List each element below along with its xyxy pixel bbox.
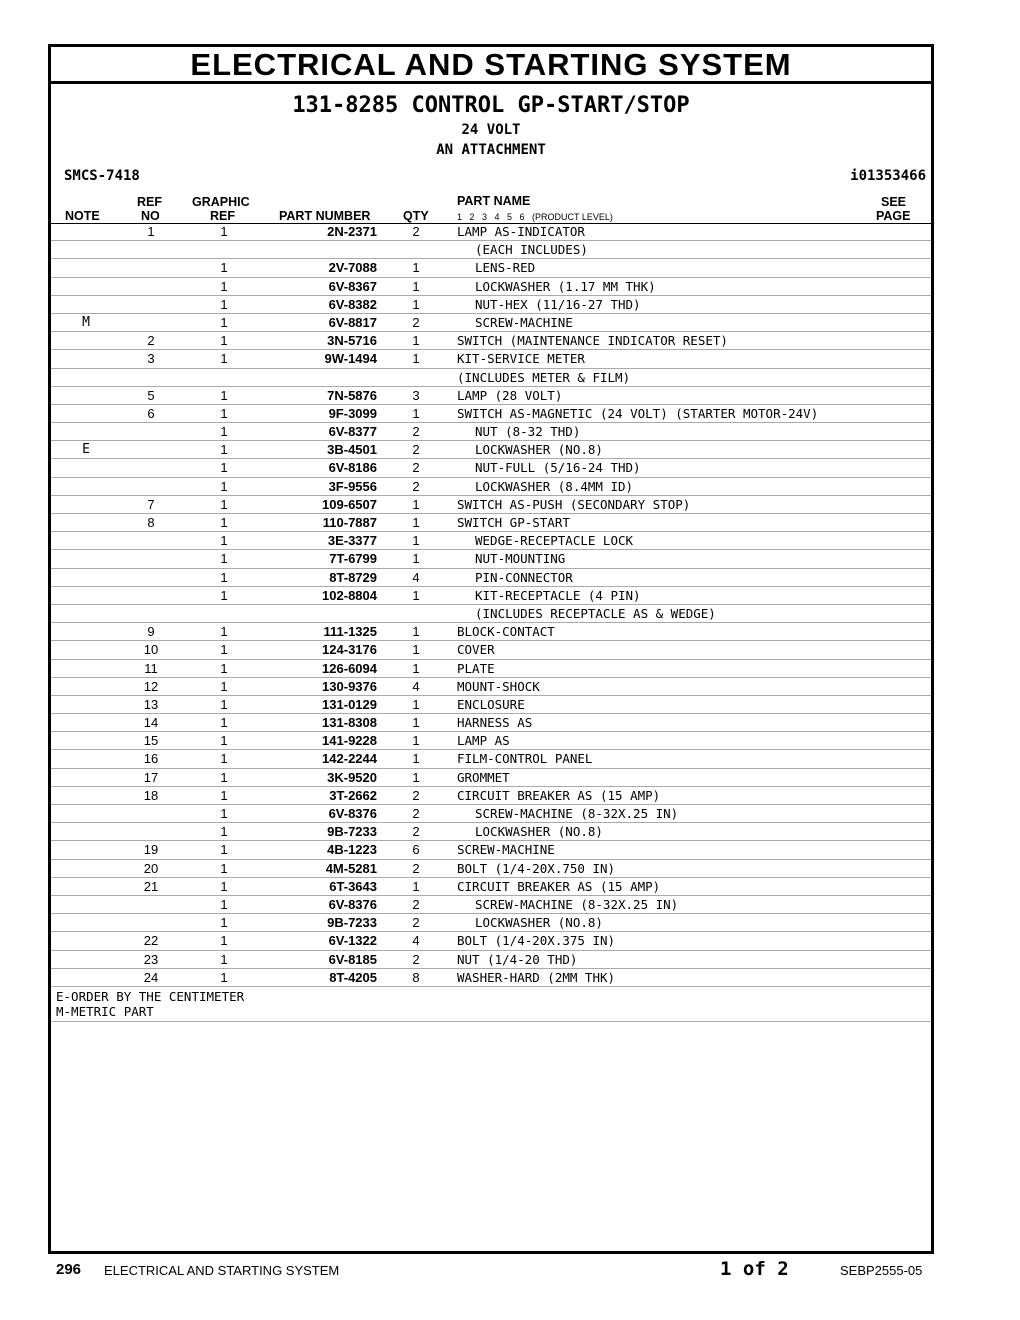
- cell-qty: 1: [412, 642, 420, 658]
- cell-part-number: 6V-8186: [328, 460, 377, 476]
- cell-part-name: SCREW-MACHINE (8-32X.25 IN): [475, 896, 679, 912]
- cell-graphic-ref: 1: [220, 860, 228, 876]
- cell-part-number: 9F-3099: [328, 405, 377, 421]
- cell-qty: 1: [412, 587, 420, 603]
- cell-qty: 2: [412, 951, 420, 967]
- cell-part-number: 6V-8185: [328, 951, 377, 967]
- cell-part-number: 6V-8367: [328, 278, 377, 294]
- cell-graphic-ref: 1: [220, 551, 228, 567]
- cell-graphic-ref: 1: [220, 515, 228, 530]
- cell-part-number: 6V-8376: [328, 806, 377, 821]
- cell-part-number: 3E-3377: [327, 533, 377, 549]
- cell-graphic-ref: 1: [220, 678, 228, 694]
- cell-part-number: 6T-3643: [329, 878, 377, 894]
- cell-qty: 1: [412, 878, 420, 894]
- table-row: [51, 750, 931, 768]
- table-row: [51, 969, 931, 987]
- cell-qty: 2: [412, 787, 420, 803]
- cell-part-name: LENS-RED: [475, 260, 536, 276]
- cell-part-name: SCREW-MACHINE (8-32X.25 IN): [475, 806, 679, 821]
- cell-part-number: 6V-8377: [328, 424, 377, 440]
- cell-qty: 3: [412, 387, 420, 403]
- cell-part-number: 131-8308: [322, 715, 377, 731]
- notes-block: [51, 987, 931, 1022]
- cell-part-name: HARNESS AS: [457, 715, 533, 731]
- cell-part-name: LAMP AS: [457, 733, 510, 749]
- cell-qty: 1: [412, 715, 420, 731]
- cell-part-name: LOCKWASHER (NO.8): [475, 915, 603, 931]
- cell-ref-no: 13: [143, 696, 159, 712]
- cell-ref-no: 1: [147, 224, 155, 239]
- cell-part-number: 6V-8382: [328, 296, 377, 312]
- cell-part-number: 9B-7233: [327, 915, 377, 931]
- cell-graphic-ref: 1: [220, 314, 228, 330]
- cell-graphic-ref: 1: [220, 296, 228, 312]
- table-row: [51, 223, 931, 241]
- cell-part-name: LAMP AS-INDICATOR: [457, 224, 585, 239]
- cell-part-number: 2N-2371: [327, 224, 377, 239]
- table-row: [51, 878, 931, 896]
- cell-qty: 1: [412, 551, 420, 567]
- cell-qty: 2: [412, 915, 420, 931]
- cell-note: M: [82, 314, 90, 330]
- cell-ref-no: 11: [144, 660, 158, 676]
- cell-qty: 2: [412, 478, 420, 494]
- cell-graphic-ref: 1: [220, 878, 228, 894]
- subtitle-voltage: 24 VOLT: [461, 122, 521, 138]
- table-row: [51, 405, 931, 423]
- cell-qty: 8: [412, 969, 420, 985]
- table-row: [51, 732, 931, 750]
- cell-qty: 1: [412, 496, 420, 512]
- page-frame: [48, 44, 934, 1254]
- cell-part-number: 6V-8376: [328, 896, 377, 912]
- table-row: [51, 696, 931, 714]
- table-row: [51, 714, 931, 732]
- cell-qty: 2: [412, 224, 420, 239]
- table-row: [51, 860, 931, 878]
- section-title: ELECTRICAL AND STARTING SYSTEM: [51, 47, 931, 84]
- cell-qty: 2: [412, 806, 420, 821]
- table-row: [51, 623, 931, 641]
- cell-graphic-ref: 1: [220, 351, 228, 367]
- cell-graphic-ref: 1: [220, 496, 228, 512]
- cell-graphic-ref: 1: [220, 824, 228, 840]
- cell-part-number: 3K-9520: [327, 769, 377, 785]
- table-row: [51, 769, 931, 787]
- cell-graphic-ref: 1: [220, 660, 228, 676]
- table-row: [51, 932, 931, 950]
- cell-graphic-ref: 1: [220, 896, 228, 912]
- table-row: [51, 787, 931, 805]
- cell-ref-no: 3: [147, 351, 155, 367]
- cell-part-name: (INCLUDES METER & FILM): [457, 369, 631, 385]
- subtitle-attachment: AN ATTACHMENT: [436, 142, 546, 158]
- cell-qty: 2: [412, 860, 420, 876]
- cell-qty: 4: [412, 569, 420, 585]
- cell-graphic-ref: 1: [220, 587, 228, 603]
- cell-graphic-ref: 1: [220, 842, 228, 858]
- table-row: [51, 459, 931, 477]
- group-title: 131-8285 CONTROL GP-START/STOP: [292, 93, 690, 118]
- cell-part-number: 7N-5876: [327, 387, 377, 403]
- table-row: [51, 641, 931, 659]
- cell-graphic-ref: 1: [220, 442, 228, 458]
- cell-qty: 1: [412, 405, 420, 421]
- cell-qty: 2: [412, 442, 420, 458]
- footer-section: ELECTRICAL AND STARTING SYSTEM: [104, 1263, 340, 1278]
- cell-graphic-ref: 1: [220, 424, 228, 440]
- cell-ref-no: 20: [143, 860, 159, 876]
- table-row: [51, 914, 931, 932]
- cell-qty: 1: [412, 533, 420, 549]
- cell-part-name: KIT-RECEPTACLE (4 PIN): [475, 587, 641, 603]
- col-graphic-2: REF: [210, 209, 235, 223]
- cell-graphic-ref: 1: [220, 224, 228, 239]
- cell-graphic-ref: 1: [220, 969, 228, 985]
- sheet-indicator: 1 of 2: [720, 1258, 789, 1280]
- smcs-code: SMCS-7418: [64, 168, 140, 184]
- illustration-id: i01353466: [850, 168, 926, 184]
- cell-part-number: 142-2244: [322, 751, 377, 767]
- table-row: [51, 241, 931, 259]
- cell-graphic-ref: 1: [220, 751, 228, 767]
- cell-ref-no: 22: [143, 933, 159, 949]
- table-row: [51, 296, 931, 314]
- cell-part-number: 130-9376: [322, 678, 377, 694]
- cell-part-number: 124-3176: [322, 642, 377, 658]
- cell-part-name: SCREW-MACHINE: [457, 842, 555, 858]
- cell-qty: 2: [412, 896, 420, 912]
- page-footer: [0, 1258, 1020, 1282]
- cell-graphic-ref: 1: [220, 533, 228, 549]
- table-row: [51, 387, 931, 405]
- cell-part-name: PLATE: [457, 660, 495, 676]
- table-row: [51, 314, 931, 332]
- cell-ref-no: 21: [143, 878, 159, 894]
- col-see-1: SEE: [881, 195, 907, 209]
- cell-part-name: (INCLUDES RECEPTACLE AS & WEDGE): [475, 605, 716, 621]
- cell-part-name: SWITCH AS-MAGNETIC (24 VOLT) (STARTER MOTOR-24V): [457, 405, 819, 421]
- table-row: [51, 569, 931, 587]
- cell-part-name: WASHER-HARD (2MM THK): [457, 969, 616, 985]
- cell-note: E: [82, 442, 90, 458]
- table-row: [51, 278, 931, 296]
- cell-qty: 1: [412, 696, 420, 712]
- cell-graphic-ref: 1: [220, 405, 228, 421]
- col-part-number: PART NUMBER: [279, 209, 371, 223]
- cell-graphic-ref: 1: [220, 624, 228, 640]
- cell-ref-no: 10: [143, 642, 159, 658]
- cell-part-name: WEDGE-RECEPTACLE LOCK: [475, 533, 634, 549]
- cell-qty: 1: [412, 624, 420, 640]
- cell-part-name: LOCKWASHER (1.17 MM THK): [475, 278, 656, 294]
- cell-graphic-ref: 1: [220, 460, 228, 476]
- cell-ref-no: 9: [147, 624, 155, 640]
- cell-part-name: BOLT (1/4-20X.375 IN): [457, 933, 616, 949]
- table-row: [51, 660, 931, 678]
- cell-graphic-ref: 1: [220, 733, 228, 749]
- cell-part-number: 9W-1494: [324, 351, 377, 367]
- column-header: [51, 191, 931, 224]
- cell-ref-no: 14: [143, 715, 159, 731]
- cell-qty: 4: [412, 678, 420, 694]
- note-line: M-METRIC PART: [56, 1003, 154, 1019]
- cell-qty: 6: [412, 842, 420, 858]
- cell-qty: 1: [412, 278, 420, 294]
- cell-part-number: 8T-8729: [329, 569, 377, 585]
- cell-part-name: LOCKWASHER (8.4MM ID): [475, 478, 634, 494]
- cell-part-number: 7T-6799: [329, 551, 377, 567]
- table-row: [51, 350, 931, 368]
- cell-part-name: (EACH INCLUDES): [475, 242, 588, 258]
- cell-ref-no: 5: [147, 387, 155, 403]
- cell-ref-no: 19: [143, 842, 159, 858]
- cell-part-number: 4B-1223: [327, 842, 377, 858]
- document-id: SEBP2555-05: [840, 1263, 923, 1278]
- cell-part-name: CIRCUIT BREAKER AS (15 AMP): [457, 787, 661, 803]
- cell-qty: 1: [412, 733, 420, 749]
- cell-graphic-ref: 1: [220, 260, 228, 276]
- cell-graphic-ref: 1: [220, 278, 228, 294]
- cell-part-number: 4M-5281: [325, 860, 377, 876]
- cell-part-name: BOLT (1/4-20X.750 IN): [457, 860, 616, 876]
- cell-ref-no: 23: [143, 951, 159, 967]
- cell-part-name: NUT (1/4-20 THD): [457, 951, 578, 967]
- cell-part-name: LOCKWASHER (NO.8): [475, 442, 603, 458]
- col-note: NOTE: [65, 209, 100, 223]
- cell-qty: 1: [412, 751, 420, 767]
- cell-part-name: NUT-HEX (11/16-27 THD): [475, 296, 641, 312]
- cell-graphic-ref: 1: [220, 951, 228, 967]
- cell-qty: 2: [412, 460, 420, 476]
- cell-part-name: NUT-FULL (5/16-24 THD): [475, 460, 641, 476]
- table-row: [51, 605, 931, 623]
- cell-part-name: SWITCH GP-START: [457, 515, 570, 530]
- cell-part-number: 3T-2662: [329, 787, 377, 803]
- cell-part-name: LOCKWASHER (NO.8): [475, 824, 603, 840]
- cell-ref-no: 7: [147, 496, 155, 512]
- cell-part-name: GROMMET: [457, 769, 510, 785]
- cell-part-number: 110-7887: [322, 515, 377, 530]
- cell-part-name: KIT-SERVICE METER: [457, 351, 585, 367]
- cell-graphic-ref: 1: [220, 642, 228, 658]
- col-see-2: PAGE: [876, 209, 911, 223]
- cell-graphic-ref: 1: [220, 787, 228, 803]
- cell-graphic-ref: 1: [220, 387, 228, 403]
- cell-part-name: MOUNT-SHOCK: [457, 678, 540, 694]
- cell-graphic-ref: 1: [220, 915, 228, 931]
- cell-graphic-ref: 1: [220, 715, 228, 731]
- cell-qty: 2: [412, 424, 420, 440]
- table-row: [51, 951, 931, 969]
- cell-ref-no: 18: [143, 787, 159, 803]
- cell-part-number: 8T-4205: [329, 969, 377, 985]
- cell-part-number: 3F-9556: [328, 478, 377, 494]
- table-row: [51, 841, 931, 859]
- cell-graphic-ref: 1: [220, 569, 228, 585]
- table-row: [51, 587, 931, 605]
- cell-part-name: ENCLOSURE: [457, 696, 525, 712]
- cell-ref-no: 6: [147, 405, 155, 421]
- cell-part-number: 131-0129: [322, 696, 377, 712]
- cell-part-name: PIN-CONNECTOR: [475, 569, 573, 585]
- table-row: [51, 550, 931, 568]
- cell-qty: 1: [412, 333, 420, 349]
- cell-part-name: COVER: [457, 642, 495, 658]
- cell-part-number: 111-1325: [323, 624, 377, 640]
- cell-graphic-ref: 1: [220, 478, 228, 494]
- table-row: [51, 478, 931, 496]
- table-row: [51, 514, 931, 532]
- cell-part-number: 126-6094: [322, 660, 377, 676]
- cell-part-number: 141-9228: [322, 733, 377, 749]
- cell-part-number: 109-6507: [322, 496, 377, 512]
- table-row: [51, 678, 931, 696]
- cell-graphic-ref: 1: [220, 696, 228, 712]
- cell-graphic-ref: 1: [220, 333, 228, 349]
- table-row: [51, 805, 931, 823]
- cell-part-name: FILM-CONTROL PANEL: [457, 751, 593, 767]
- cell-qty: 4: [412, 933, 420, 949]
- col-graphic-1: GRAPHIC: [192, 195, 250, 209]
- cell-ref-no: 12: [143, 678, 159, 694]
- cell-qty: 2: [412, 314, 420, 330]
- cell-part-name: LAMP (28 VOLT): [457, 387, 563, 403]
- cell-qty: 1: [412, 260, 420, 276]
- cell-qty: 2: [412, 824, 420, 840]
- cell-part-number: 2V-7088: [328, 260, 377, 276]
- cell-part-number: 102-8804: [322, 587, 377, 603]
- cell-qty: 1: [412, 296, 420, 312]
- cell-qty: 1: [412, 351, 420, 367]
- cell-graphic-ref: 1: [220, 806, 228, 821]
- col-qty: QTY: [403, 209, 429, 223]
- table-row: [51, 441, 931, 459]
- cell-ref-no: 16: [143, 751, 159, 767]
- parts-table: [51, 223, 931, 1022]
- cell-part-name: SWITCH AS-PUSH (SECONDARY STOP): [457, 496, 691, 512]
- cell-part-name: CIRCUIT BREAKER AS (15 AMP): [457, 878, 661, 894]
- table-row: [51, 823, 931, 841]
- cell-ref-no: 24: [143, 969, 159, 985]
- col-product-level: 1 2 3 4 5 6 (PRODUCT LEVEL): [457, 212, 613, 222]
- cell-qty: 1: [412, 769, 420, 785]
- note-line: E-ORDER BY THE CENTIMETER: [56, 988, 245, 1004]
- cell-part-number: 6V-8817: [328, 314, 377, 330]
- table-row: [51, 332, 931, 350]
- cell-qty: 1: [412, 515, 420, 530]
- col-part-name: PART NAME: [457, 194, 531, 208]
- cell-part-number: 9B-7233: [327, 824, 377, 840]
- page-number: 296: [56, 1261, 82, 1278]
- cell-ref-no: 15: [143, 733, 159, 749]
- cell-ref-no: 8: [147, 515, 155, 530]
- cell-ref-no: 2: [147, 333, 155, 349]
- table-row: [51, 423, 931, 441]
- cell-part-name: NUT (8-32 THD): [475, 424, 581, 440]
- cell-ref-no: 17: [143, 769, 159, 785]
- cell-part-name: NUT-MOUNTING: [475, 551, 566, 567]
- table-row: [51, 532, 931, 550]
- cell-part-number: 3N-5716: [327, 333, 377, 349]
- table-row: [51, 369, 931, 387]
- col-ref-2: NO: [141, 209, 160, 223]
- cell-part-name: SCREW-MACHINE: [475, 314, 573, 330]
- cell-part-number: 3B-4501: [327, 442, 377, 458]
- cell-part-name: SWITCH (MAINTENANCE INDICATOR RESET): [457, 333, 728, 349]
- cell-graphic-ref: 1: [220, 769, 228, 785]
- cell-part-number: 6V-1322: [328, 933, 377, 949]
- col-ref-1: REF: [137, 195, 162, 209]
- cell-part-name: BLOCK-CONTACT: [457, 624, 555, 640]
- table-row: [51, 496, 931, 514]
- table-row: [51, 259, 931, 277]
- cell-graphic-ref: 1: [220, 933, 228, 949]
- cell-qty: 1: [412, 660, 420, 676]
- table-row: [51, 896, 931, 914]
